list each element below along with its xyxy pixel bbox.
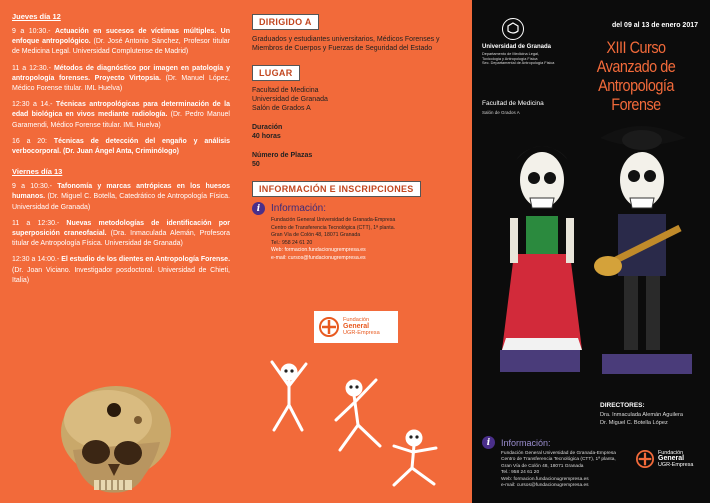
duracion-label: Duración	[252, 124, 283, 131]
program-item	[12, 219, 230, 250]
info-icon: i	[252, 202, 265, 215]
skeletons-illustration	[254, 350, 464, 500]
day-heading: Jueves día 12	[12, 12, 61, 21]
fund-line: General	[343, 322, 370, 330]
program-item	[12, 182, 230, 213]
university-name: Universidad de Granada	[482, 44, 552, 50]
cover-info	[482, 436, 632, 489]
course-dates: del 09 al 13 de enero 2017	[612, 22, 698, 29]
item-time: 16 a 20:	[12, 137, 48, 145]
item-speaker: (Dr. Manuel López, Médico Forense titular. IML Huelva)	[12, 74, 230, 93]
program-panel	[0, 0, 240, 503]
item-time: 11 a 12:30.-	[12, 219, 60, 227]
skull-image	[48, 380, 178, 503]
item-speaker: (Dr. Pedro Manuel Garamendi, Médico Forense titular. IML Huelva)	[12, 111, 230, 129]
director-name: Dra. Inmaculada Alemán Aguilera	[600, 412, 684, 418]
info-heading	[482, 436, 632, 449]
dept-line: Toxicología y Antropología Física	[482, 56, 538, 61]
item-time: 11 a 12:30.-	[12, 64, 51, 72]
item-title: Métodos de diagnóstico por imagen en patología y antropología forenses. Proyecto Virtopsia.	[12, 64, 231, 82]
lugar-line: Salón de Grados A	[252, 105, 311, 112]
program-item	[12, 27, 230, 58]
info-line: Centro de Transferencia Tecnológica (CTT), 1ª planta,	[501, 457, 616, 463]
info-label: INFORMACIÓN E INSCRIPCIONES	[252, 181, 421, 197]
university-department	[482, 52, 562, 66]
info-head-text: Información:	[501, 437, 551, 448]
lugar-line: Facultad de Medicina	[252, 87, 319, 94]
item-title: Técnicas antropológicas para determinación de la edad biológica en vivos mediante radiología.	[12, 101, 230, 119]
item-time: 9 a 10:30.-	[12, 183, 53, 191]
fundacion-icon	[319, 317, 339, 337]
plazas-value: 50	[252, 161, 260, 168]
info-line: Fundación General Universidad de Granada-Empresa	[501, 451, 616, 456]
fund-line: Fundación	[343, 317, 370, 324]
fund-line: UGR-Empresa	[343, 330, 380, 337]
cover-panel	[472, 0, 710, 503]
fundacion-logo	[636, 450, 693, 469]
item-title: Tafonomía y marcas antrópicas en los huesos humanos.	[12, 183, 230, 201]
program-item	[12, 100, 230, 131]
info-panel	[240, 0, 472, 503]
info-address	[501, 451, 632, 489]
info-line: Gran Vía de Colón 48, 18071 Granada	[501, 463, 584, 469]
item-title: El estudio de los dientes en Antropología Forense.	[61, 256, 231, 264]
program-item	[12, 255, 230, 286]
item-title: Actuación en sucesos de víctimas múltiples. Un enfoque antropológico.	[12, 28, 230, 46]
dirigido-text: Graduados y estudiantes universitarios, Médicos Forenses y Miembros de Cuerpos y Fuerzas de Seguridad del Estado	[252, 36, 440, 52]
info-line: Tel.: 958 24 61 20	[271, 239, 313, 246]
info-heading	[252, 202, 462, 215]
course-title	[577, 38, 694, 114]
dept-line: Departamento de Medicina Legal,	[482, 52, 539, 56]
item-speaker: (Dr. José Antonio Sánchez, Profesor titular de Medicina Legal. Universidad Complutense de Madrid)	[12, 38, 230, 56]
dirigido-label: DIRIGIDO A	[252, 14, 319, 30]
lugar-label: LUGAR	[252, 65, 300, 81]
directors-heading: DIRECTORES:	[600, 402, 645, 409]
item-speaker: (Dr. Joan Viciano. Investigador posdoctoral. Universidad de Chieti, Italia)	[12, 266, 230, 284]
lugar-line: Universidad de Granada	[252, 96, 328, 103]
plazas-label: Número de Plazas	[252, 152, 313, 159]
catrinas-photo	[490, 118, 700, 393]
director-name: Dr. Miguel C. Botella López	[600, 420, 668, 426]
dept-line: Sec. Departamental de Antropología Física	[482, 61, 555, 66]
info-line: Fundación General Universidad de Granada-Empresa	[271, 217, 396, 223]
info-line: Tel.: 958 24 61 20	[501, 470, 540, 476]
info-line: Centro de Transferencia Tecnológica (CTT), 1ª planta.	[271, 224, 396, 231]
item-time: 12:30 a 14.-	[12, 101, 53, 109]
day-heading: Viernes día 13	[12, 167, 63, 177]
program-item	[12, 64, 230, 95]
duracion-value: 40 horas	[252, 133, 281, 140]
email-link[interactable]: e-mail: cursos@fundacionugrempresa.es	[501, 483, 589, 489]
day2-list	[12, 182, 230, 286]
title-line: Antropología Forense	[598, 76, 674, 114]
web-link[interactable]: Web: formacion.fundacionugrempresa.es	[501, 476, 589, 482]
info-address	[271, 217, 462, 263]
fund-line: General	[658, 455, 685, 463]
info-head-text: Información:	[271, 203, 327, 214]
info-icon: i	[482, 436, 495, 449]
fundacion-icon	[636, 450, 654, 468]
item-speaker: (Dra. Inmaculada Alemán, Profesora titular de Antropología Física. Universidad de Granada)	[12, 230, 230, 248]
item-speaker: (Dr. Miguel C. Botella, Catedrático de Antropología Física. Universidad de Granada)	[12, 193, 230, 211]
fund-line: Fundación	[658, 450, 684, 456]
program-item	[12, 137, 230, 157]
item-title: Técnicas de detección del engaño y análisis verbocorporal. (Dr. Juan Ángel Anta, Criminólogo)	[12, 137, 230, 156]
fund-line: UGR-Empresa	[658, 462, 694, 469]
fundacion-logo	[314, 311, 398, 343]
info-line: Gran Vía de Colón 48, 18071 Granada	[271, 232, 361, 239]
item-time: 12:30 a 14:00.-	[12, 256, 60, 264]
web-link[interactable]: Web: formacion.fundacionugrempresa.es	[271, 247, 366, 254]
email-link[interactable]: e-mail: cursos@fundacionugrempresa.es	[271, 254, 366, 261]
venue-room: Salón de Grados A	[482, 110, 520, 115]
university-crest-icon	[502, 18, 524, 40]
title-line: XIII Curso Avanzado de	[596, 38, 676, 76]
item-time: 9 a 10:30.-	[12, 28, 51, 35]
item-title: Nuevas metodologías de identificación por superposición craneofacial.	[12, 219, 231, 238]
venue: Facultad de Medicina	[482, 100, 544, 107]
day1-list	[12, 27, 230, 157]
